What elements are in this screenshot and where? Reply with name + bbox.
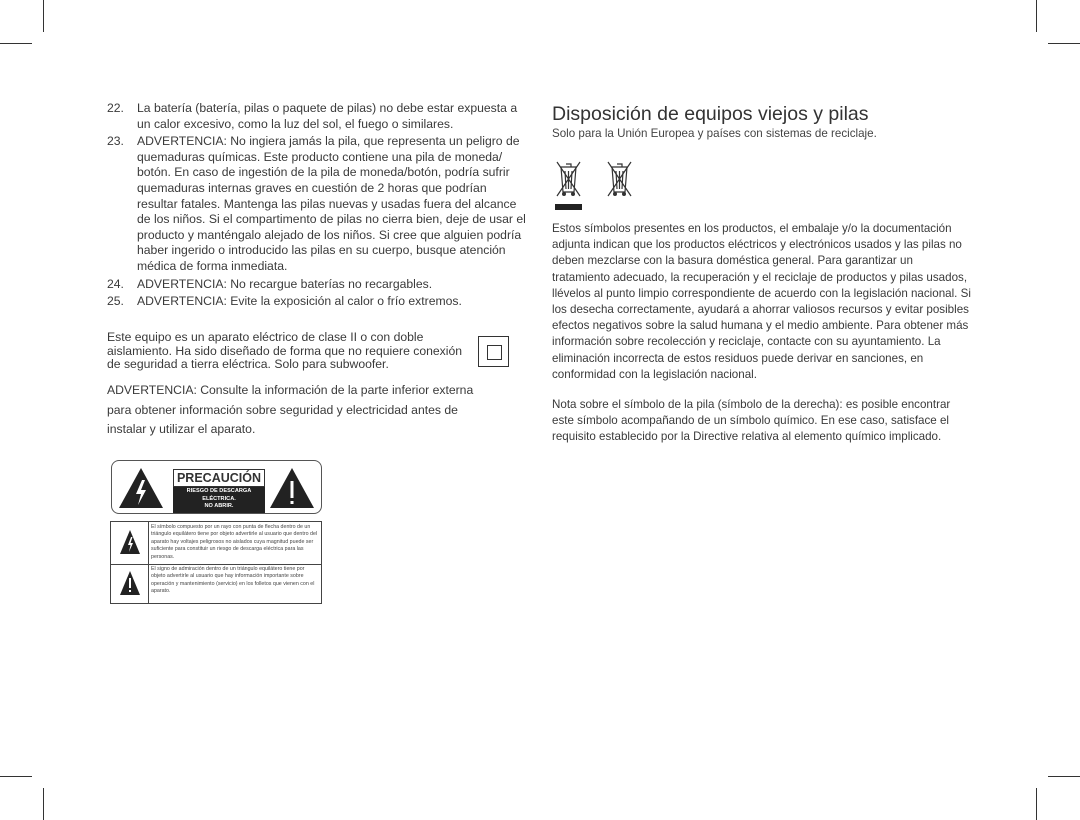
crop-mark — [1036, 788, 1037, 820]
exclamation-symbol-description: El signo de admiración dentro de un triángulo equilátero tiene por objeto advertirle al usuario que hay información importante sobre operación y mantenimiento (servicio) en los folletos que vienen con el aparato. — [151, 566, 315, 595]
caution-subtitle: NO ABRIR. — [204, 503, 234, 509]
disposal-subheading: Solo para la Unión Europea y países con sistemas de reciclaje. — [552, 127, 877, 140]
crop-mark — [0, 43, 32, 44]
list-item-text: ADVERTENCIA: No ingiera jamás la pila, que representa un peligro de quemaduras químicas. Este producto contiene una pila de moneda/ botón. En caso de ingestión de la pila de moneda/botón, podría sufrir quemaduras internas graves en cuestión de 2 horas que podrían resultar fatales. Mantenga las pilas nuevas y usadas fuera del alcance de los niños. Si el compartimento de pilas no cierra bien, deje de usar el producto y manténgalo alejado de los niños. Si cree que alguien podría haber ingerido o introducido las pilas en su cuerpo, busque atención médica de forma inmediata. — [137, 134, 526, 273]
crop-mark — [0, 776, 32, 777]
list-item — [107, 294, 527, 310]
list-item-number: 23. — [107, 134, 124, 149]
crop-mark — [43, 0, 44, 32]
lightning-symbol-description: El símbolo compuesto por un rayo con punta de flecha dentro de un triángulo equilátero tiene por objeto advertirle al usuario que dentro del aparato hay voltajes peligrosos no aislados cuya magnitud puede ser suficiente para constituir un riesgo de descarga eléctrica para las personas. — [151, 524, 318, 560]
crop-mark — [1036, 0, 1037, 32]
crop-mark — [1048, 43, 1080, 44]
list-item-text: ADVERTENCIA: No recargue baterías no recargables. — [137, 276, 433, 291]
disposal-paragraph: Estos símbolos presentes en los productos, el embalaje y/o la documentación adjunta indican que los productos eléctricos y electrónicos usados y las pilas no deben mezclarse con la basura doméstica general. Para garantizar un tratamiento adecuado, la recuperación y el reciclaje de productos y pilas usados, llévelos al punto limpio correspondiente de acuerdo con la legislación nacional. Si los desecha correctamente, ayudará a ahorrar valiosos recursos y evitar posibles efectos negativos sobre la salud humana y el medio ambiente. Para obtener más información sobre recolección y reciclaje, contacte con su ayuntamiento. La eliminación incorrecta de estos residuos puede derivar en sanciones, en conformidad con la legislación nacional. — [552, 222, 971, 381]
double-insulation-icon — [478, 336, 509, 367]
legend-row — [111, 564, 321, 603]
class-ii-notice: Este equipo es un aparato eléctrico de clase II o con doble aislamiento. Ha sido diseñado de forma que no requiere conexión de seguridad a tierra eléctrica. Solo para subwoofer. — [107, 330, 463, 371]
caution-label — [111, 460, 322, 514]
list-item-number: 25. — [107, 294, 124, 309]
safety-instructions-list — [107, 101, 527, 312]
date-bar-mark — [555, 204, 582, 210]
list-item — [107, 134, 527, 274]
disposal-heading: Disposición de equipos viejos y pilas — [552, 103, 869, 125]
caution-subtitle: RIESGO DE DESCARGA ELÉCTRICA. — [186, 488, 252, 502]
safety-warning: ADVERTENCIA: Consulte la información de la parte inferior externa para obtener información sobre seguridad y electricidad antes de instalar y utilizar el aparato. — [107, 383, 474, 436]
lightning-triangle-icon — [120, 530, 140, 554]
symbol-legend-table — [110, 521, 322, 604]
crop-mark — [1048, 776, 1080, 777]
crossed-bin-icon — [606, 159, 633, 199]
list-item-text: La batería (batería, pilas o paquete de pilas) no debe estar expuesta a un calor excesivo, como la luz del sol, el fuego o similares. — [137, 101, 518, 131]
list-item-number: 24. — [107, 276, 124, 291]
legend-row — [111, 522, 321, 565]
list-item — [107, 101, 527, 132]
list-item-number: 22. — [107, 101, 124, 115]
caution-title: PRECAUCIÓN — [173, 469, 265, 487]
list-item-text: ADVERTENCIA: Evite la exposición al calor o frío extremos. — [137, 294, 462, 309]
exclamation-triangle-icon — [269, 467, 315, 509]
lightning-triangle-icon — [118, 467, 164, 509]
battery-note-paragraph: Nota sobre el símbolo de la pila (símbolo de la derecha): es posible encontrar este símbolo acompañando de un símbolo químico. En ese caso, satisface el requisito establecido por la Directive relativa al elemento químico implicado. — [552, 398, 951, 444]
exclamation-triangle-icon — [120, 571, 140, 595]
list-item — [107, 277, 527, 293]
crossed-bin-icon — [555, 159, 582, 199]
crop-mark — [43, 788, 44, 820]
